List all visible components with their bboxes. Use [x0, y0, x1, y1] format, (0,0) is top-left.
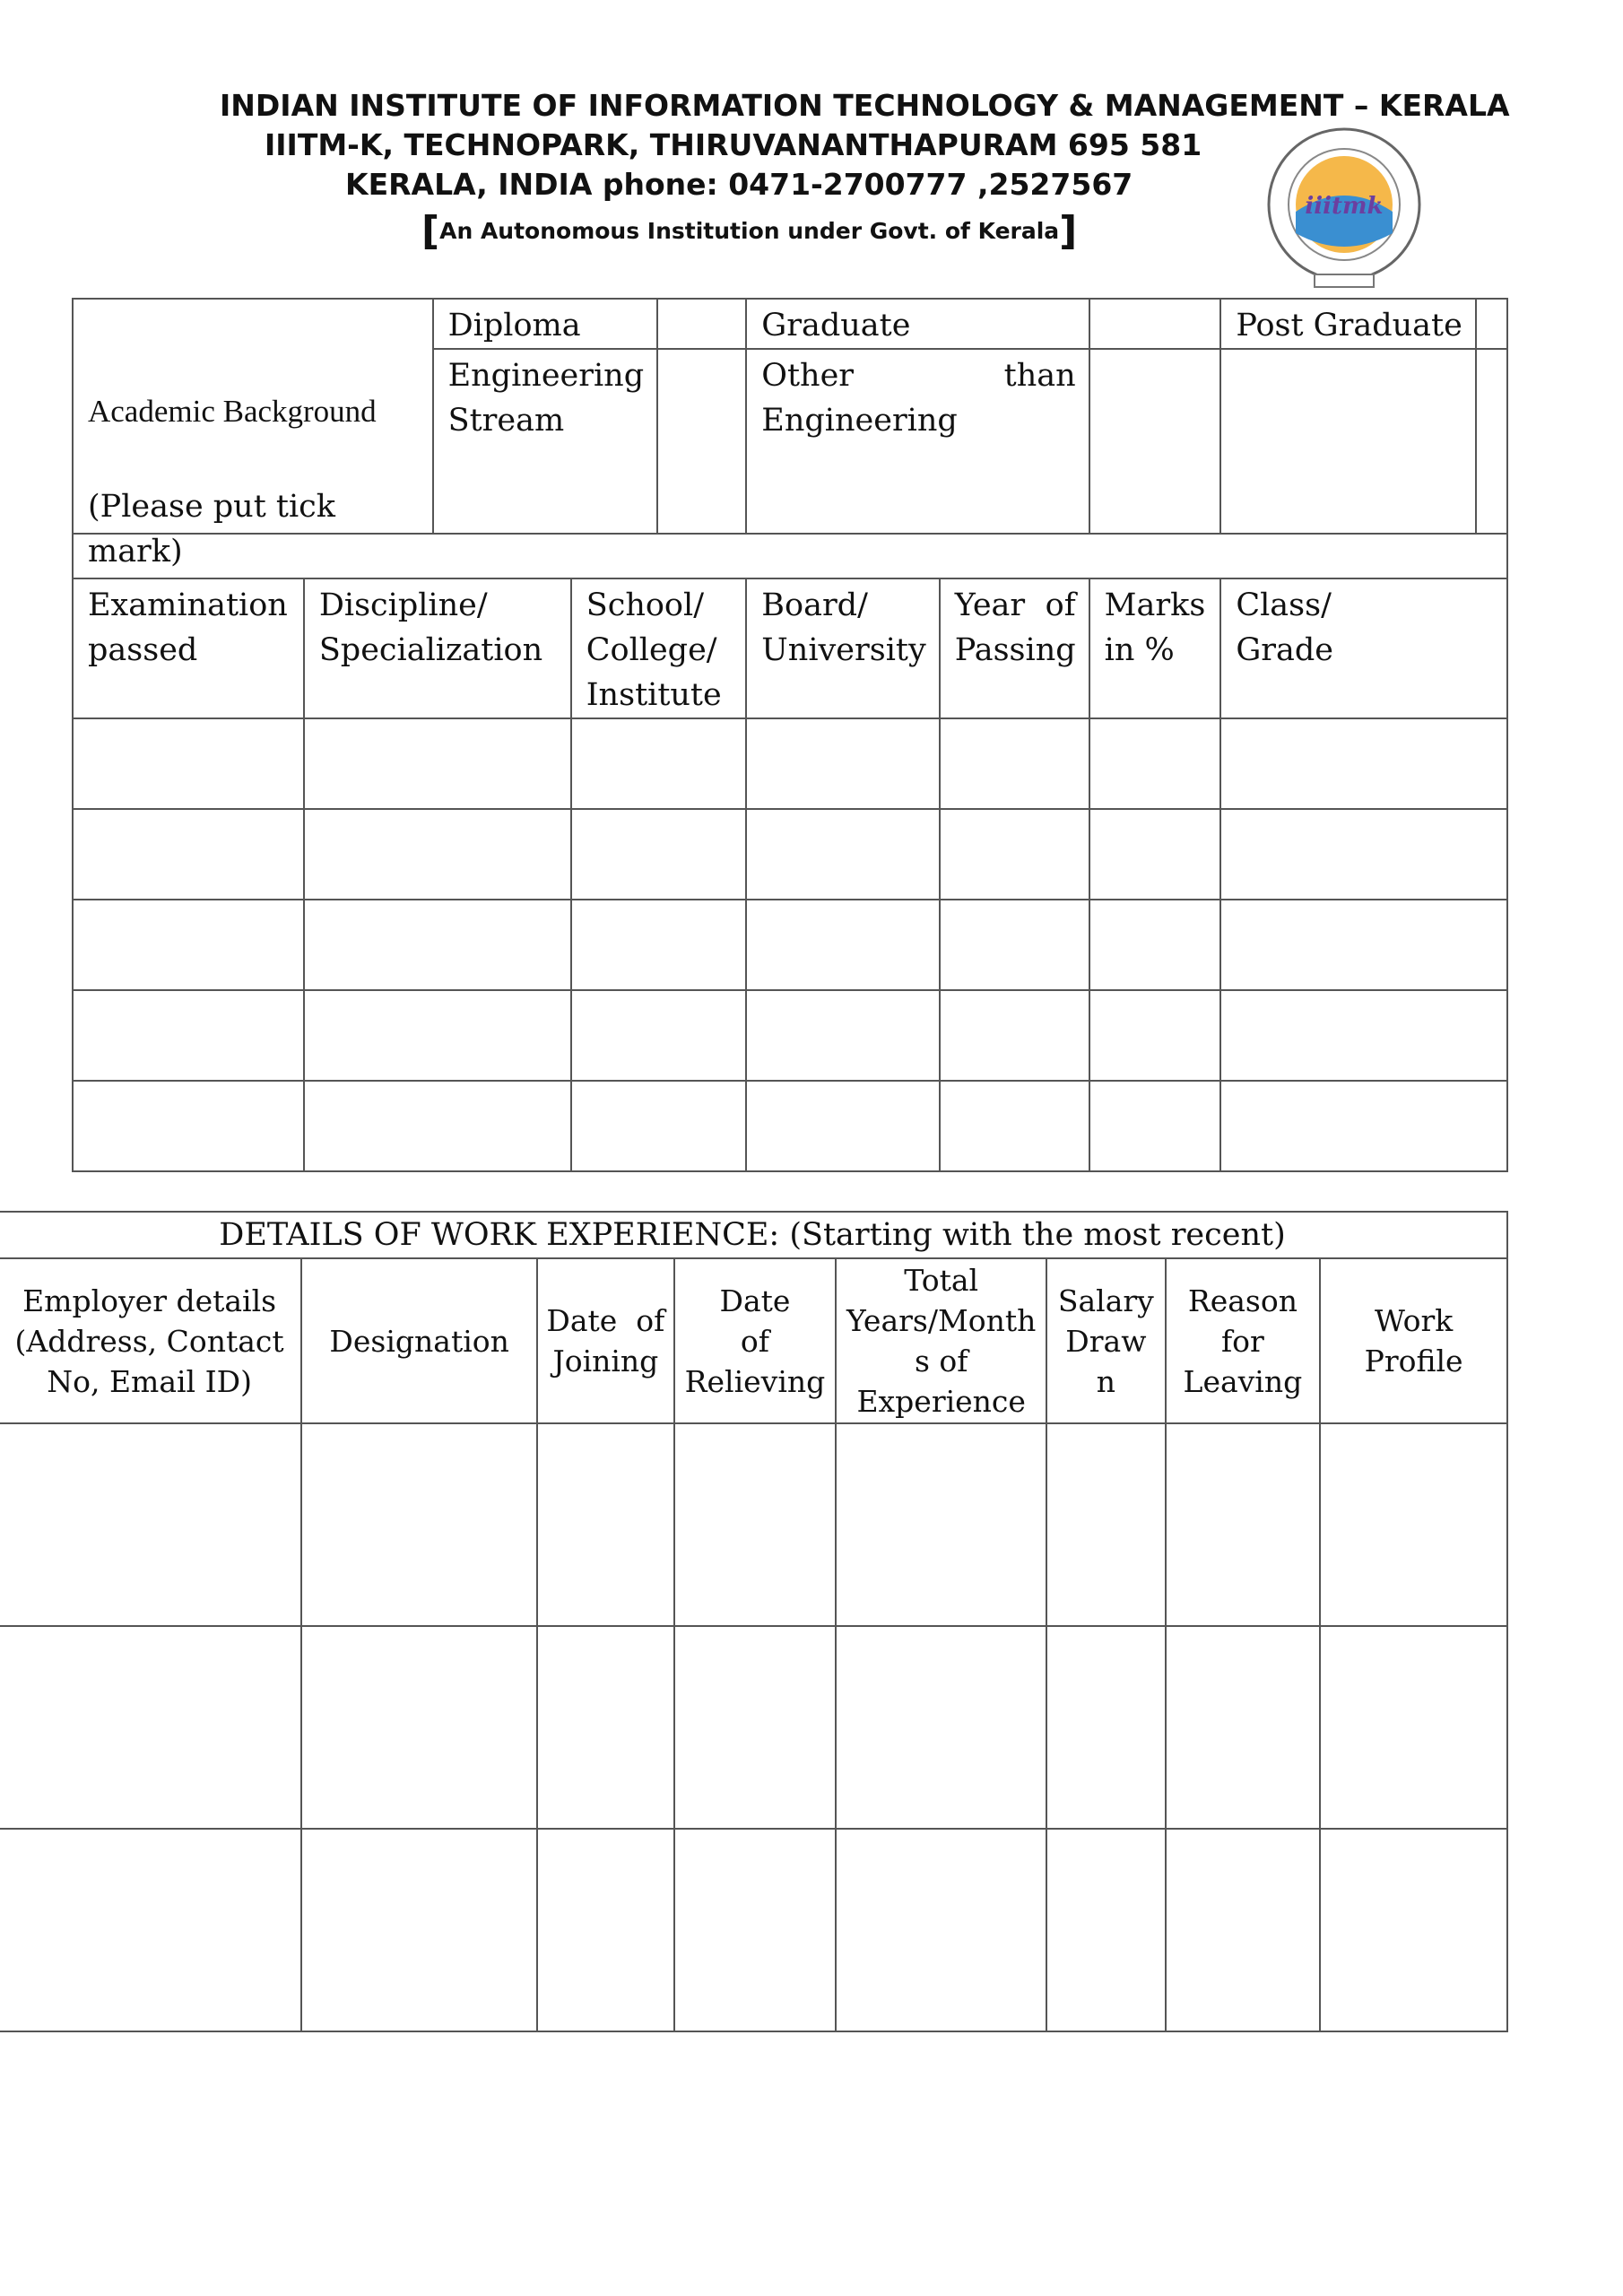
option-post-graduate: Post Graduate	[1220, 299, 1476, 349]
col-work-profile	[1320, 1258, 1507, 1423]
option-other-word1: Other	[761, 358, 855, 394]
academic-cell[interactable]	[1220, 900, 1507, 990]
col-class-grade	[1220, 578, 1507, 718]
academic-cell[interactable]	[940, 990, 1089, 1081]
academic-cell[interactable]	[304, 718, 571, 809]
academic-cell[interactable]	[746, 900, 939, 990]
col-marks	[1089, 578, 1221, 718]
work-cell[interactable]	[301, 1423, 537, 1626]
academic-cell[interactable]	[304, 900, 571, 990]
diploma-tick-box[interactable]	[657, 299, 746, 349]
option-diploma: Diploma	[433, 299, 658, 349]
academic-cell[interactable]	[940, 900, 1089, 990]
col-examination-passed	[73, 578, 304, 718]
academic-cell[interactable]	[940, 718, 1089, 809]
institute-address: IIITM-K, TECHNOPARK, THIRUVANANTHAPURAM 695 581	[265, 127, 1202, 162]
col-salary-drawn	[1046, 1258, 1165, 1423]
col-board-line1: Board/	[761, 587, 868, 623]
work-cell[interactable]	[836, 1423, 1046, 1626]
engineering-tick-box[interactable]	[657, 349, 746, 534]
col-reason-line1: Reason	[1187, 1283, 1298, 1318]
col-designation: Designation	[301, 1258, 537, 1423]
option-other-line2: Engineering	[761, 403, 958, 439]
academic-cell[interactable]	[1089, 809, 1221, 900]
col-class-line2: Grade	[1236, 632, 1333, 668]
col-marks-line1: Marks	[1104, 587, 1206, 623]
col-marks-line2: in %	[1104, 632, 1175, 668]
option-engineering-line2: Stream	[447, 403, 565, 439]
work-cell[interactable]	[0, 1829, 301, 2031]
col-dor-line1: Date	[719, 1283, 791, 1318]
graduate-tick-box[interactable]	[1089, 299, 1221, 349]
col-school-line3: Institute	[586, 677, 722, 713]
work-rows	[0, 1423, 1507, 2031]
institute-name: INDIAN INSTITUTE OF INFORMATION TECHNOLOGY & MANAGEMENT – KERALA	[220, 88, 1510, 123]
academic-cell[interactable]	[1089, 990, 1221, 1081]
col-exam-line1: Examination	[88, 587, 288, 623]
work-row	[0, 1829, 1507, 2031]
col-reason-line3: Leaving	[1183, 1363, 1303, 1399]
form-header	[0, 0, 1623, 296]
academic-cell[interactable]	[1089, 1081, 1221, 1171]
col-total-line3: s of	[914, 1344, 968, 1378]
work-cell[interactable]	[301, 1626, 537, 1829]
academic-cell[interactable]	[746, 990, 939, 1081]
academic-row	[73, 900, 1507, 990]
col-dor-line3: Relieving	[684, 1363, 826, 1399]
work-row	[0, 1626, 1507, 1829]
col-year-line2: Passing	[954, 632, 1076, 668]
post-graduate-blank-tick-cell[interactable]	[1476, 349, 1507, 534]
post-graduate-tick-box[interactable]	[1476, 299, 1507, 349]
col-salary-line1: Salary	[1057, 1283, 1154, 1318]
academic-cell[interactable]	[746, 718, 939, 809]
academic-cell[interactable]	[73, 1081, 304, 1171]
institute-status: [An Autonomous Institution under Govt. of Kerala]	[421, 208, 1078, 254]
work-cell[interactable]	[0, 1626, 301, 1829]
academic-cell[interactable]	[1220, 1081, 1507, 1171]
academic-cell[interactable]	[571, 809, 747, 900]
col-salary-line2: Draw	[1065, 1323, 1147, 1359]
col-doj-line1: Date of	[546, 1303, 665, 1338]
col-employer-line1: Employer details	[22, 1283, 277, 1318]
option-graduate: Graduate	[746, 299, 1089, 349]
work-cell[interactable]	[1166, 1423, 1321, 1626]
work-cell[interactable]	[674, 1829, 837, 2031]
academic-row	[73, 809, 1507, 900]
col-total-line4: Experience	[856, 1384, 1026, 1419]
academic-cell[interactable]	[571, 1081, 747, 1171]
academic-cell[interactable]	[571, 718, 747, 809]
col-profile-line2: Profile	[1364, 1344, 1463, 1378]
col-total-line1: Total	[904, 1263, 979, 1298]
col-school-line1: School/	[586, 587, 704, 623]
work-experience-title: DETAILS OF WORK EXPERIENCE: (Starting with the most recent)	[0, 1212, 1507, 1258]
option-other-word2: than	[1003, 358, 1076, 394]
post-graduate-blank-cell[interactable]	[1220, 349, 1476, 534]
col-date-of-relieving	[674, 1258, 837, 1423]
academic-background-label-cell	[73, 299, 433, 570]
col-school-line2: College/	[586, 632, 717, 668]
academic-cell[interactable]	[1220, 718, 1507, 809]
option-engineering-stream	[433, 349, 658, 534]
col-year-line1	[955, 583, 1076, 628]
academic-cell[interactable]	[304, 1081, 571, 1171]
academic-rows	[73, 718, 1507, 1171]
academic-background-table	[72, 298, 1508, 1172]
col-disc-line2: Specialization	[318, 632, 543, 668]
col-year-of-passing	[940, 578, 1089, 718]
work-cell[interactable]	[537, 1626, 674, 1829]
col-employer-line3: No, Email ID)	[47, 1363, 252, 1399]
col-total-experience	[836, 1258, 1046, 1423]
work-cell[interactable]	[1320, 1626, 1507, 1829]
academic-background-label: Academic Background	[88, 394, 377, 429]
option-other-than-engineering	[746, 349, 1089, 534]
academic-cell[interactable]	[73, 809, 304, 900]
work-cell[interactable]	[836, 1626, 1046, 1829]
col-year-word2: of	[1045, 587, 1076, 623]
work-experience-table	[0, 1211, 1508, 2032]
col-board	[746, 578, 939, 718]
work-cell[interactable]	[674, 1626, 837, 1829]
col-reason-for-leaving	[1166, 1258, 1321, 1423]
col-salary-line3: n	[1096, 1363, 1115, 1399]
institute-phone: KERALA, INDIA phone: 0471-2700777 ,2527567	[345, 167, 1133, 202]
col-date-of-joining	[537, 1258, 674, 1423]
col-dor-line2: of	[740, 1323, 770, 1359]
option-other-line1	[761, 353, 1075, 398]
academic-cell[interactable]	[1220, 809, 1507, 900]
work-cell[interactable]	[836, 1829, 1046, 2031]
col-doj-line2: Joining	[552, 1344, 659, 1378]
academic-cell[interactable]	[304, 809, 571, 900]
col-class-line1: Class/	[1236, 587, 1332, 623]
academic-cell[interactable]	[746, 809, 939, 900]
work-cell[interactable]	[1320, 1423, 1507, 1626]
col-employer-line2: (Address, Contact	[14, 1323, 284, 1359]
col-profile-line1: Work	[1374, 1303, 1454, 1338]
academic-cell[interactable]	[571, 990, 747, 1081]
work-cell[interactable]	[0, 1423, 301, 1626]
col-discipline	[304, 578, 571, 718]
academic-cell[interactable]	[940, 1081, 1089, 1171]
work-cell[interactable]	[1046, 1423, 1165, 1626]
work-cell[interactable]	[1166, 1626, 1321, 1829]
academic-cell[interactable]	[73, 900, 304, 990]
academic-cell[interactable]	[73, 990, 304, 1081]
academic-cell[interactable]	[571, 900, 747, 990]
work-cell[interactable]	[537, 1829, 674, 2031]
academic-cell[interactable]	[1089, 718, 1221, 809]
academic-row	[73, 718, 1507, 809]
col-school	[571, 578, 747, 718]
academic-cell[interactable]	[304, 990, 571, 1081]
academic-cell[interactable]	[73, 718, 304, 809]
col-disc-line1: Discipline/	[318, 587, 488, 623]
institute-logo	[1263, 126, 1426, 289]
col-total-line2: Years/Month	[846, 1303, 1037, 1338]
academic-row	[73, 990, 1507, 1081]
work-cell[interactable]	[301, 1829, 537, 2031]
work-cell[interactable]	[537, 1423, 674, 1626]
other-tick-box[interactable]	[1089, 349, 1221, 534]
option-engineering-line1: Engineering	[447, 358, 645, 394]
work-row	[0, 1423, 1507, 1626]
col-employer-details	[0, 1258, 301, 1423]
academic-cell[interactable]	[1089, 900, 1221, 990]
work-cell[interactable]	[1046, 1626, 1165, 1829]
tick-mark-hint: (Please put tick mark)	[88, 489, 335, 570]
col-exam-line2: passed	[88, 632, 198, 668]
work-cell[interactable]	[1320, 1829, 1507, 2031]
work-cell[interactable]	[674, 1423, 837, 1626]
academic-row	[73, 1081, 1507, 1171]
academic-cell[interactable]	[746, 1081, 939, 1171]
institute-status-text: An Autonomous Institution under Govt. of Kerala	[439, 218, 1060, 244]
academic-cell[interactable]	[940, 809, 1089, 900]
col-year-word1: Year	[954, 587, 1026, 623]
work-cell[interactable]	[1046, 1829, 1165, 2031]
work-cell[interactable]	[1166, 1829, 1321, 2031]
col-reason-line2: for	[1220, 1323, 1264, 1359]
academic-cell[interactable]	[1220, 990, 1507, 1081]
logo-text: iiitmk	[1305, 193, 1384, 220]
col-board-line2: University	[761, 632, 926, 668]
